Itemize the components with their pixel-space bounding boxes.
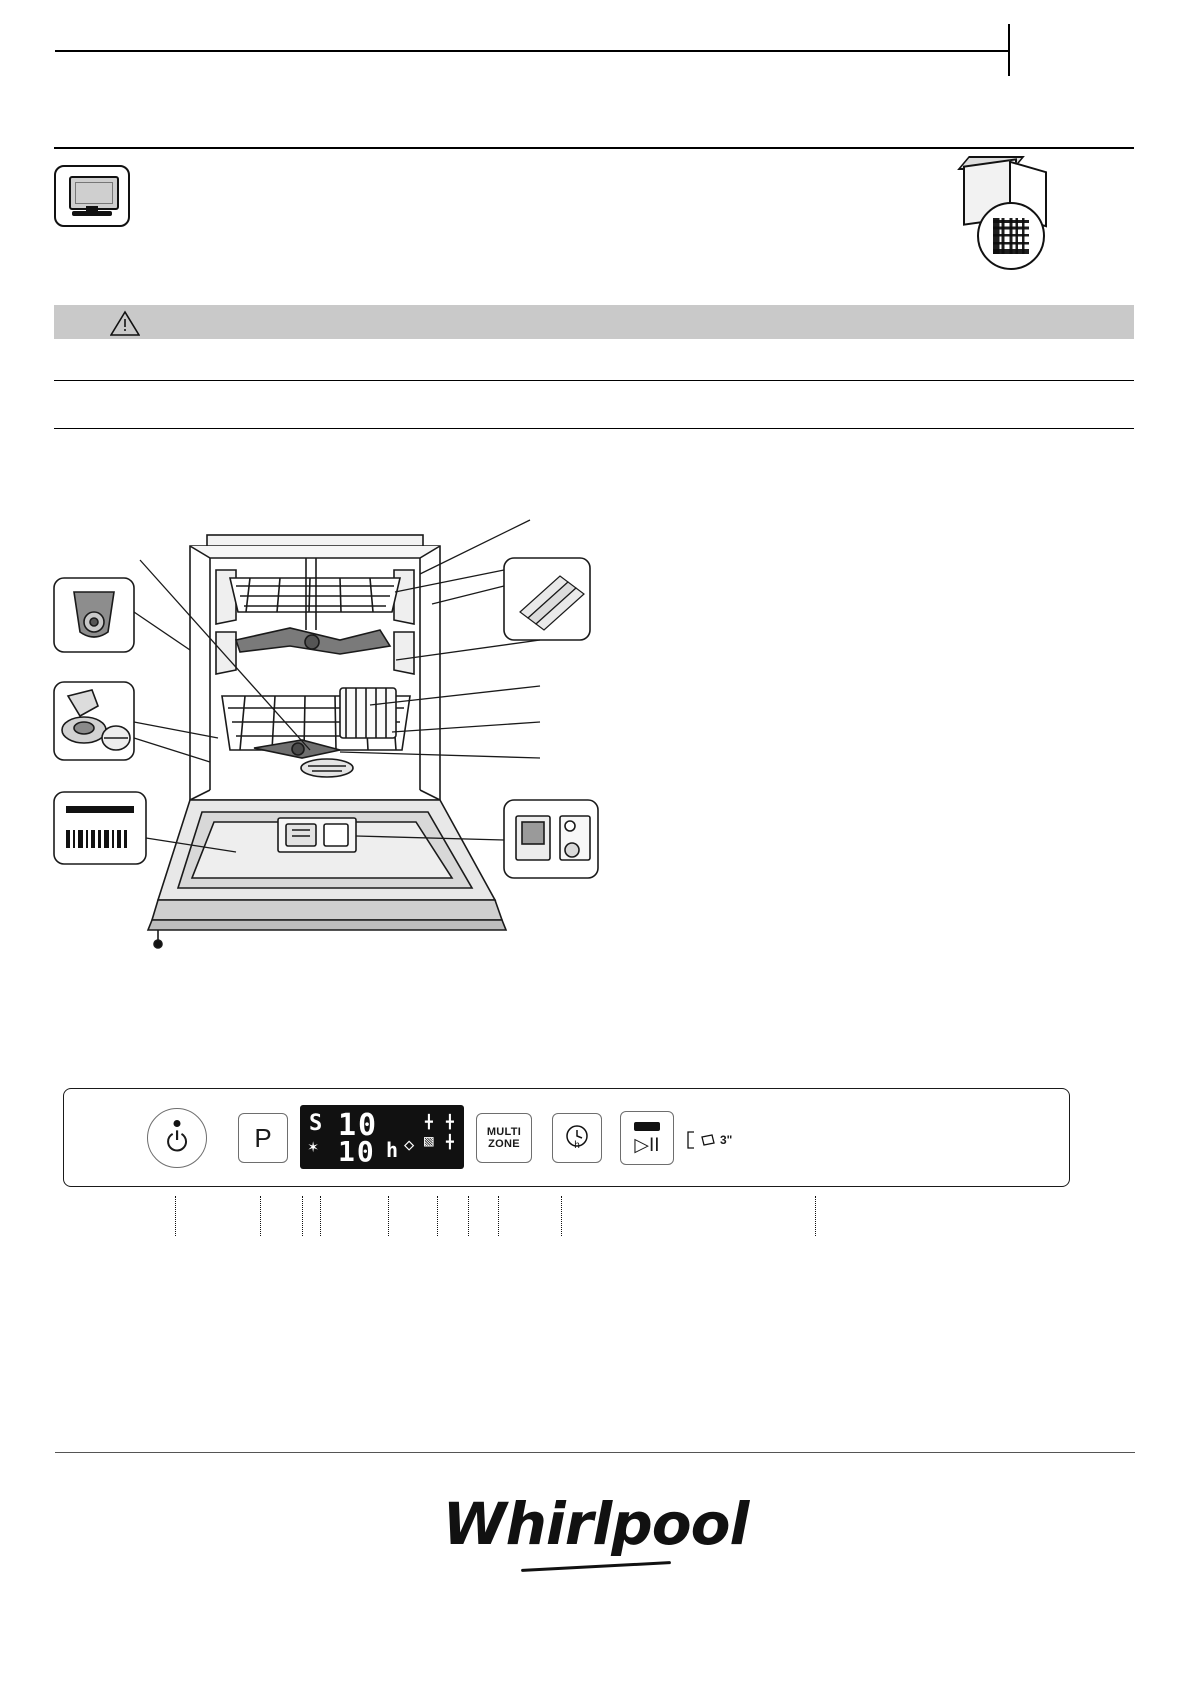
multizone-button[interactable] — [476, 1113, 532, 1163]
delay-start-button[interactable] — [552, 1113, 602, 1163]
digital-display — [300, 1105, 464, 1169]
press-3-seconds-hint — [684, 1131, 732, 1149]
panel-leader-10 — [815, 1196, 816, 1236]
panel-leader-8 — [498, 1196, 499, 1236]
section-rule-top — [54, 147, 1134, 149]
lower-rack-indicator-2: ╋ — [446, 1135, 454, 1150]
tablet-shape-icon — [700, 1132, 716, 1148]
power-indicator-dot — [174, 1120, 181, 1127]
panel-leader-4 — [320, 1196, 321, 1236]
dishwasher-exploded-view — [40, 500, 680, 970]
monitor-base — [72, 211, 112, 216]
play-pause-icon: ▷II — [634, 1134, 660, 1156]
power-icon: ⏻ — [166, 1127, 188, 1157]
hint-seconds-label: 3" — [720, 1133, 733, 1147]
display-unit-hours: h — [386, 1138, 399, 1162]
monitor-screen — [69, 176, 119, 210]
on-off-button[interactable] — [147, 1108, 207, 1168]
multizone-line2: ZONE — [488, 1138, 520, 1150]
program-button-label: P — [254, 1122, 272, 1153]
lower-rack-indicator: ╋ — [446, 1115, 454, 1130]
rinse-aid-refill-indicator: ◇ — [404, 1135, 415, 1155]
panel-leader-1 — [175, 1196, 176, 1236]
panel-leader-6 — [437, 1196, 438, 1236]
qr-circle — [977, 202, 1045, 270]
clock-icon — [562, 1123, 592, 1153]
panel-leader-2 — [260, 1196, 261, 1236]
start-pause-indicator-bar — [634, 1122, 660, 1131]
display-digits-bottom: 10 — [338, 1135, 376, 1168]
svg-text:h: h — [574, 1140, 580, 1151]
section-rule-a — [54, 380, 1134, 381]
upper-rack-indicator: ╋ — [425, 1115, 433, 1130]
multizone-line1: MULTI — [486, 1125, 522, 1138]
monitor-icon — [54, 165, 130, 227]
warning-band — [54, 305, 1134, 339]
warning-triangle-icon — [110, 310, 140, 336]
panel-leader-5 — [388, 1196, 389, 1236]
dishwasher-control-panel — [63, 1088, 1070, 1187]
display-program-letter: S — [309, 1111, 323, 1136]
header-rule — [55, 50, 1010, 52]
start-pause-button[interactable] — [620, 1111, 674, 1165]
panel-leader-3 — [302, 1196, 303, 1236]
panel-leader-7 — [468, 1196, 469, 1236]
brand-logo: Whirlpool — [442, 1490, 749, 1558]
footer-rule — [55, 1452, 1135, 1453]
qr-code — [993, 218, 1029, 254]
section-rule-b — [54, 428, 1134, 429]
brand-logo-swoosh — [521, 1561, 671, 1572]
bracket-icon — [684, 1131, 696, 1149]
panel-leader-9 — [561, 1196, 562, 1236]
display-digits-top: 10 — [338, 1108, 379, 1143]
tablet-indicator: ▧ — [424, 1131, 434, 1150]
program-button[interactable] — [238, 1113, 288, 1163]
qr-code-appliance-icon — [955, 160, 1055, 275]
salt-refill-indicator: ✶ — [308, 1137, 319, 1157]
header-tick — [1008, 24, 1010, 76]
